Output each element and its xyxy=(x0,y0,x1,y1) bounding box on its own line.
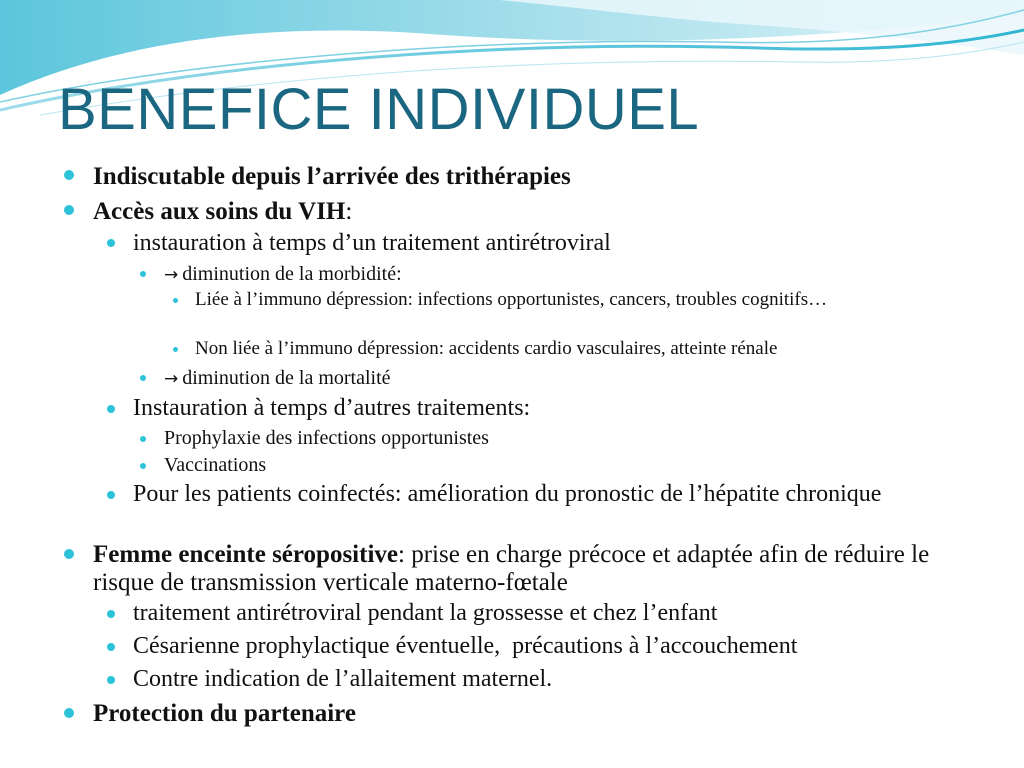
bullet-icon xyxy=(64,170,74,180)
item-text: diminution de la mortalité xyxy=(182,367,391,389)
bullet-icon xyxy=(173,347,178,352)
list-item xyxy=(93,541,963,597)
item-bold-text: Accès aux soins du VIH xyxy=(93,198,346,225)
list-item: Non liée à l’immuno dépression: accidents cardio vasculaires, atteinte rénale xyxy=(195,338,778,359)
list-item xyxy=(164,366,391,391)
arrow-right-icon: → xyxy=(164,369,179,389)
list-item xyxy=(93,700,356,728)
bullet-icon xyxy=(64,549,74,559)
slide-title: BENEFICE INDIVIDUEL xyxy=(58,77,700,142)
bullet-icon xyxy=(107,491,115,499)
arrow-right-icon: → xyxy=(164,265,179,285)
bullet-icon xyxy=(64,708,74,718)
bullet-icon xyxy=(107,610,115,618)
list-item: Instauration à temps d’autres traitements: xyxy=(133,395,531,421)
list-item xyxy=(93,198,352,226)
list-item: traitement antirétroviral pendant la grossesse et chez l’enfant xyxy=(133,600,718,626)
bullet-icon xyxy=(107,239,115,247)
item-text: diminution de la morbidité: xyxy=(182,263,402,285)
bullet-icon xyxy=(140,271,146,277)
list-item: Liée à l’immuno dépression: infections opportunistes, cancers, troubles cognitifs… xyxy=(195,289,828,310)
bullet-icon xyxy=(140,375,146,381)
bullet-icon xyxy=(107,643,115,651)
list-item: Vaccinations xyxy=(164,454,267,476)
list-item: Pour les patients coinfectés: amélioration du pronostic de l’hépatite chronique xyxy=(133,481,882,507)
item-bold-text: Femme enceinte séropositive xyxy=(93,541,398,568)
list-item: instauration à temps d’un traitement antirétroviral xyxy=(133,230,611,256)
list-item: Contre indication de l’allaitement maternel. xyxy=(133,666,553,692)
bullet-icon xyxy=(107,405,115,413)
bullet-icon xyxy=(107,676,115,684)
bullet-icon xyxy=(64,205,74,215)
list-item xyxy=(93,163,571,191)
item-bold-text: Indiscutable depuis l’arrivée des trithérapies xyxy=(93,163,571,190)
bullet-icon xyxy=(173,298,178,303)
item-text: : xyxy=(345,198,353,225)
item-bold-text: Protection du partenaire xyxy=(93,700,356,727)
list-item: Prophylaxie des infections opportunistes xyxy=(164,427,489,449)
list-item xyxy=(164,262,402,287)
item-text: : prise en charge précoce et adaptée afin de réduire le risque de transmission verticale materno-fœtale xyxy=(93,541,930,596)
bullet-icon xyxy=(140,463,146,469)
list-item: Césarienne prophylactique éventuelle, précautions à l’accouchement xyxy=(133,633,798,659)
bullet-icon xyxy=(140,436,146,442)
